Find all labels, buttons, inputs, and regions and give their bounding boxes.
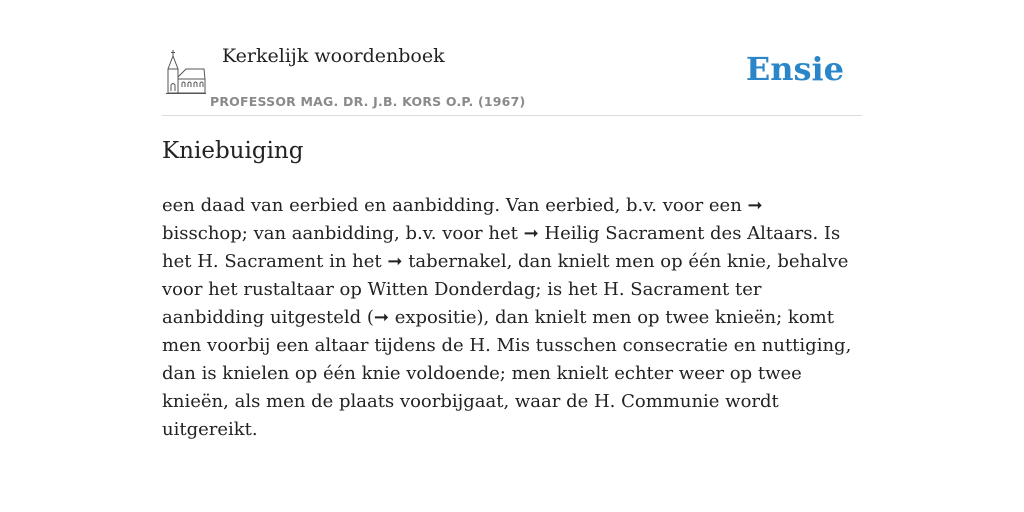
definition-text: ; van aanbidding, b.v. voor het <box>241 223 524 244</box>
dictionary-title[interactable]: Kerkelijk woordenboek <box>222 45 445 67</box>
arrow-icon: ➞ <box>747 195 763 216</box>
definition-text: . Is het H. Sacrament in het <box>162 223 841 272</box>
entry-definition <box>162 192 852 444</box>
dictionary-author: PROFESSOR MAG. DR. J.B. KORS O.P. (1967) <box>210 94 526 109</box>
arrow-icon: ➞ <box>387 251 403 272</box>
link-bisschop[interactable]: ➞ bisschop <box>162 195 763 244</box>
definition-text: , dan knielt men op één knie, behalve voor het rustaltaar op Witten Donderdag; is het H. Sacrament ter aanbidding uitgesteld ( <box>162 251 849 328</box>
definition-text: ), dan knielt men op twee knieën; komt men voorbij een altaar tijdens de H. Mis tusschen consecratie en nuttiging, dan is knielen op één knie voldoende; men knielt echter weer op twee knieën, als men de plaats voorbijgaat, waar de H. Communie wordt uitgereikt. <box>162 307 852 440</box>
link-tabernakel[interactable]: ➞ tabernakel <box>387 251 507 272</box>
link-expositie[interactable]: ➞ expositie <box>373 307 477 328</box>
entry-title: Kniebuiging <box>162 138 304 164</box>
definition-text: een daad van eerbied en aanbidding. Van eerbied, b.v. voor een <box>162 195 748 216</box>
arrow-icon: ➞ <box>373 307 389 328</box>
ensie-logo-link[interactable]: Ensie <box>745 50 844 88</box>
church-icon[interactable] <box>165 49 207 95</box>
link-heilig-sacrament[interactable]: ➞ Heilig Sacrament des Altaars <box>523 223 813 244</box>
arrow-icon: ➞ <box>523 223 539 244</box>
dictionary-header <box>162 40 862 116</box>
